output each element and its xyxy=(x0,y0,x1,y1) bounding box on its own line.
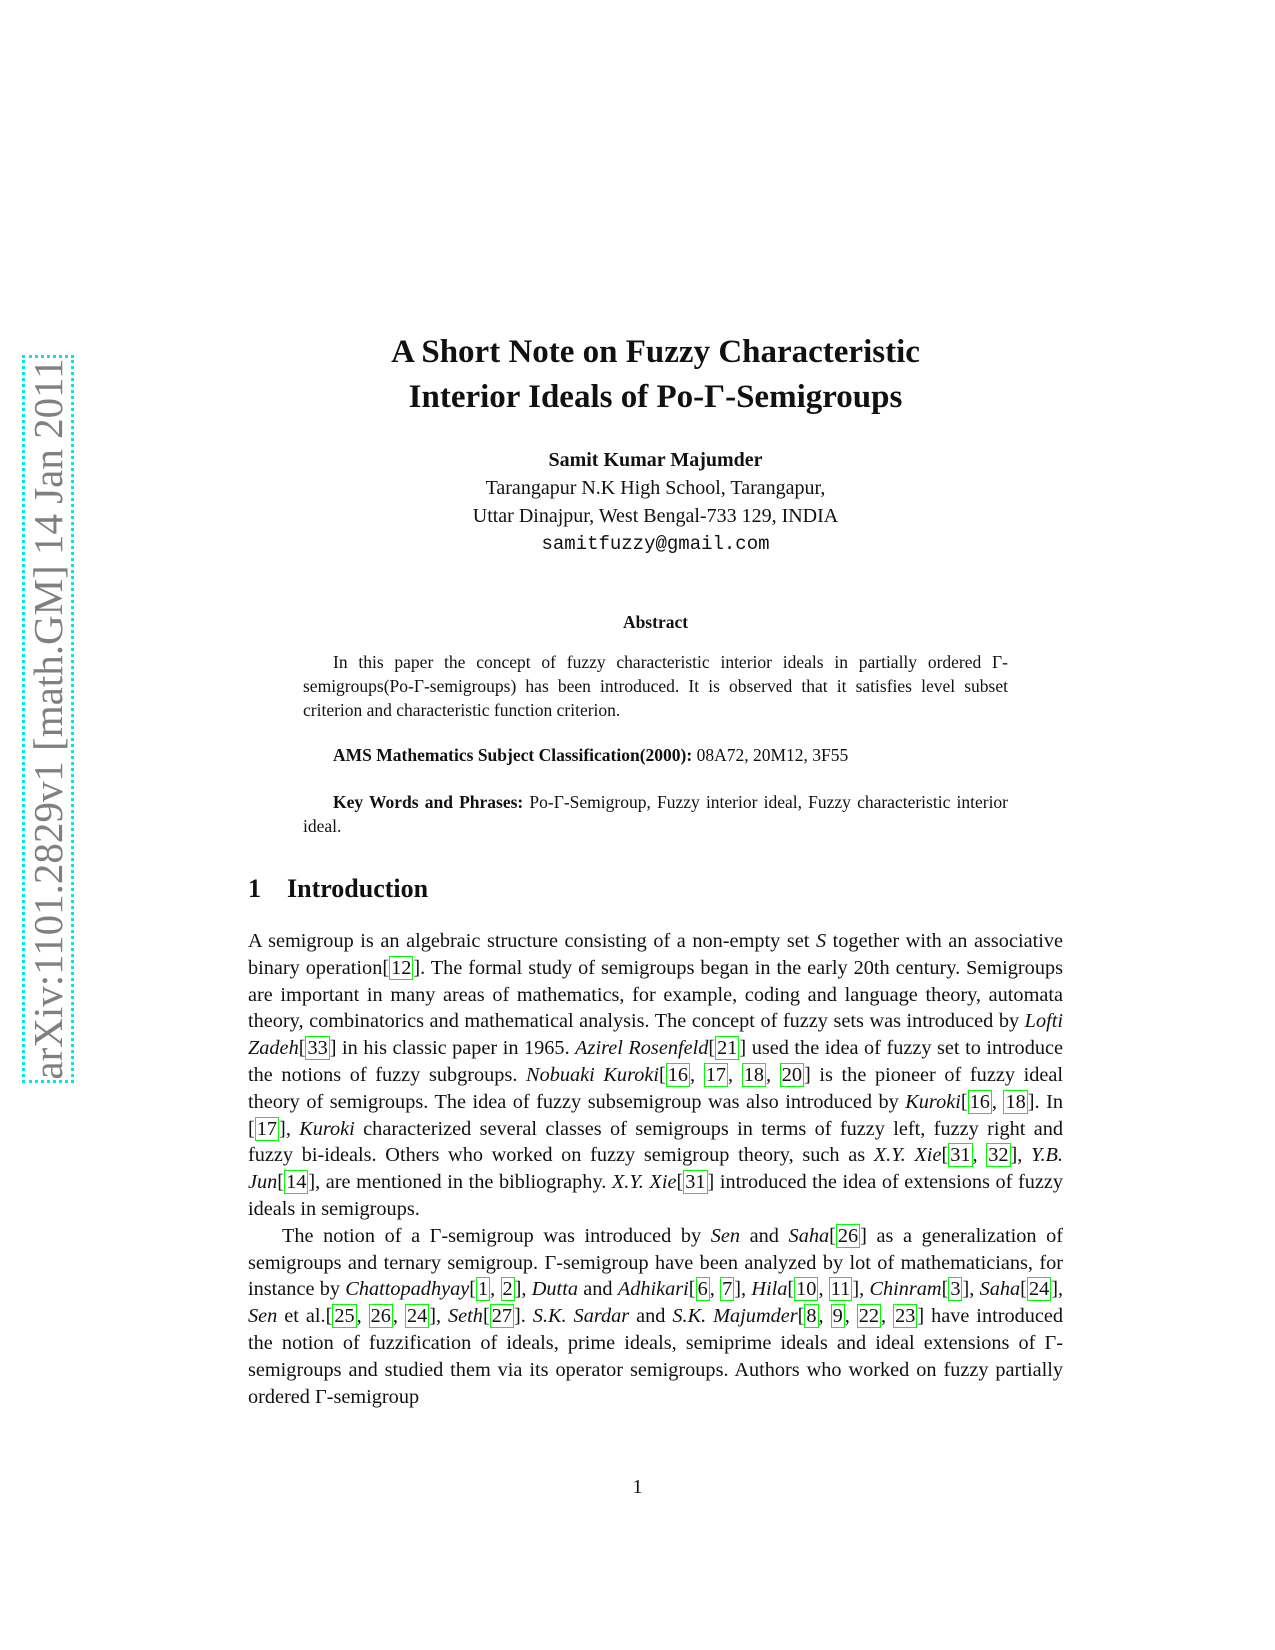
italic-name: Saha xyxy=(979,1278,1021,1301)
text-run: , are mentioned in the bibliography. xyxy=(315,1171,612,1194)
italic-name: Azirel Rosenfeld xyxy=(575,1037,709,1060)
italic-name: Sen xyxy=(710,1224,741,1247)
italic-name: Hila xyxy=(751,1278,788,1301)
citation-link[interactable]: 6 xyxy=(697,1278,708,1301)
section-title: Introduction xyxy=(287,874,429,903)
ams-value: 08A72, 20M12, 3F55 xyxy=(692,745,849,765)
text-run: as a generalization of semigroups and ternary semigroup. Γ-semigroup have been analyzed by lot of mathematicians, for instance by xyxy=(248,1224,1063,1301)
author-affiliation: Tarangapur N.K High School, Tarangapur, xyxy=(485,477,826,499)
citation-link[interactable]: 17 xyxy=(705,1063,727,1086)
citation-link[interactable]: 33 xyxy=(307,1037,328,1060)
text-run: and xyxy=(629,1305,673,1328)
paper-title xyxy=(248,330,1063,420)
page-number: 1 xyxy=(632,1476,643,1498)
italic-name: Sen xyxy=(248,1305,278,1328)
abstract-heading: Abstract xyxy=(622,612,689,632)
ams-label: AMS Mathematics Subject Classification(2000): xyxy=(333,745,693,765)
citation-link[interactable]: 32 xyxy=(988,1144,1009,1167)
text-run: , xyxy=(969,1278,980,1301)
abstract-text: In this paper the concept of fuzzy characteristic interior ideals in partially ordered Γ-semigroups(Po-Γ-semigroups) has been introduced. It is observed that it satisfies level subset criterion and characteristic function criterion. xyxy=(303,652,1008,720)
text-run: , xyxy=(859,1278,870,1301)
text-run: in his classic paper in 1965. xyxy=(336,1037,576,1060)
author-name: Samit Kumar Majumder xyxy=(548,449,763,471)
citation-link[interactable]: 7 xyxy=(722,1278,733,1301)
title-line: A Short Note on Fuzzy Characteristic xyxy=(391,334,920,370)
keywords-label: Key Words and Phrases: xyxy=(333,792,524,812)
text-run: et al. xyxy=(277,1305,326,1328)
citation-link[interactable]: 10 xyxy=(796,1278,817,1301)
paragraph: A semigroup is an algebraic structure consisting of a non-empty set S together with an associative binary operation[12]. The formal study of semigroups began in the early 20th century. Semigroups are important in many areas of mathematics, for example, coding and language theory, automata theory, combinatorics and mathematical analysis. The concept of fuzzy sets was introduced by Lofti Zadeh[33] in his classic paper in 1965. Azirel Rosenfeld[21] used the idea of fuzzy set to introduce the notions of fuzzy subgroups. Nobuaki Kuroki[16, 17, 18, 20] is the pioneer of fuzzy ideal theory of semigroups. The idea of fuzzy subsemigroup was also introduced by Kuroki[16, 18]. In [17], Kuroki characterized several classes of semigroups in terms of fuzzy left, fuzzy right and fuzzy bi-ideals. Others who worked on fuzzy semigroup theory, such as X.Y. Xie[31, 32], Y.B. Jun[14], are mentioned in the bibliography. X.Y. Xie[31] introduced the idea of extensions of fuzzy ideals in semigroups. xyxy=(248,930,1064,1220)
italic-name: Chattopadhyay xyxy=(345,1278,470,1301)
text-run: , xyxy=(521,1278,532,1301)
text-run: characterized several classes of semigroups in terms of fuzzy left, fuzzy right and fuzzy bi-ideals. Others who worked on fuzzy semigroup theory, such as xyxy=(248,1117,1063,1167)
text-run: . In xyxy=(1034,1090,1064,1113)
italic-name: Nobuaki Kuroki xyxy=(526,1063,659,1086)
text-run: and xyxy=(577,1278,618,1301)
text-run: and xyxy=(740,1224,789,1247)
section-number: 1 xyxy=(248,874,261,903)
citation-link[interactable]: 27 xyxy=(491,1305,512,1328)
author-block xyxy=(248,446,1063,558)
text-run: , xyxy=(1057,1278,1064,1301)
italic-name: Adhikari xyxy=(617,1278,689,1301)
citation-link[interactable]: 12 xyxy=(391,956,412,979)
citation-link[interactable]: 24 xyxy=(406,1305,428,1328)
citation-link[interactable]: 16 xyxy=(667,1063,689,1086)
citation-link[interactable]: 16 xyxy=(969,1090,990,1113)
citation-link[interactable]: 26 xyxy=(837,1224,859,1247)
citation-link[interactable]: 9 xyxy=(832,1305,843,1328)
text-run: . xyxy=(520,1305,533,1328)
italic-name: S xyxy=(815,930,827,952)
italic-name: S.K. Majumder xyxy=(672,1305,798,1328)
citation-link[interactable]: 22 xyxy=(858,1305,880,1328)
text-run: used the idea of fuzzy set to introduce the notions of fuzzy subgroups. xyxy=(248,1037,1063,1086)
citation-link[interactable]: 11 xyxy=(830,1278,851,1301)
author-affiliation: Uttar Dinajpur, West Bengal-733 129, INDIA xyxy=(472,505,839,527)
text-run: together with an associative binary operation xyxy=(248,930,1063,979)
author-email: samitfuzzy@gmail.com xyxy=(541,533,770,555)
text-run: A semigroup is an algebraic structure consisting of a non-empty set xyxy=(248,930,816,952)
citation-link[interactable]: 17 xyxy=(256,1117,278,1140)
italic-name: Kuroki xyxy=(299,1117,355,1140)
keywords xyxy=(303,790,1008,838)
arxiv-id: arXiv:1101.2829v1 [math.GM] 14 Jan 2011 xyxy=(25,358,71,1080)
body-text xyxy=(248,928,1063,1410)
italic-name: X.Y. Xie xyxy=(611,1171,677,1194)
italic-name: Dutta xyxy=(531,1278,578,1301)
italic-name: S.K. Sardar xyxy=(532,1305,630,1328)
italic-name: Y.B. Jun xyxy=(248,1144,1063,1194)
citation-link[interactable]: 31 xyxy=(685,1171,706,1194)
citation-link[interactable]: 24 xyxy=(1028,1278,1050,1301)
citation-link[interactable]: 25 xyxy=(334,1305,355,1328)
citation-link[interactable]: 14 xyxy=(286,1171,307,1194)
italic-name: Chinram xyxy=(869,1278,942,1301)
citation-link[interactable]: 26 xyxy=(370,1305,391,1328)
citation-link[interactable]: 8 xyxy=(806,1305,817,1328)
section-heading xyxy=(248,874,428,904)
italic-name: Seth xyxy=(448,1305,483,1328)
citation-link[interactable]: 31 xyxy=(950,1144,971,1167)
citation-link[interactable]: 18 xyxy=(1005,1090,1026,1113)
text-run: The notion of a Γ-semigroup was introduced by xyxy=(282,1224,711,1247)
italic-name: Saha xyxy=(788,1224,830,1247)
text-run: , xyxy=(436,1305,449,1328)
text-run: have introduced the notion of fuzzification of ideals, prime ideals, semiprime ideals and ideal extensions of Γ-semigroups and studied them via its operator semigroups. Authors who worked on fuzzy partially ordered Γ-semigroup xyxy=(248,1305,1064,1408)
italic-name: Kuroki xyxy=(905,1090,961,1113)
citation-link[interactable]: 21 xyxy=(717,1037,738,1060)
italic-name: X.Y. Xie xyxy=(873,1144,942,1167)
arxiv-stamp xyxy=(22,355,74,1083)
citation-link[interactable]: 3 xyxy=(950,1278,961,1301)
ams-classification xyxy=(303,743,1008,767)
text-run: . The formal study of semigroups began in the early 20th century. Semigroups are important in many areas of mathematics, for example, coding and language theory, automata theory, combinatorics and mathematical analysis. The concept of fuzzy sets was introduced by xyxy=(248,956,1063,1033)
text-run: , xyxy=(740,1278,752,1301)
citation-link[interactable]: 23 xyxy=(895,1305,916,1328)
citation-link[interactable]: 1 xyxy=(478,1278,489,1301)
keywords-value: Po-Γ-Semigroup, Fuzzy interior ideal, Fuzzy characteristic interior ideal. xyxy=(303,792,1009,836)
text-run: is the pioneer of fuzzy ideal theory of semigroups. The idea of fuzzy subsemigroup was also introduced by xyxy=(248,1063,1064,1113)
citation-link[interactable]: 18 xyxy=(743,1063,765,1086)
text-run: introduced the idea of extensions of fuzzy ideals in semigroups. xyxy=(248,1171,1064,1220)
text-run: , xyxy=(1017,1144,1032,1167)
citation-link[interactable]: 2 xyxy=(502,1278,513,1301)
paragraph: The notion of a Γ-semigroup was introduced by Sen and Saha[26] as a generalization of semigroups and ternary semigroup. Γ-semigroup have been analyzed by lot of mathematicians, for instance by Chattopadhyay[1, 2], Dutta and Adhikari[6, 7], Hila[10, 11], Chinram[3], Saha[24], Sen et al.[25, 26, 24], Seth[27]. S.K. Sardar and S.K. Majumder[8, 9, 22, 23] have introduced the notion of fuzzification of ideals, prime ideals, semiprime ideals and ideal extensions of Γ-semigroups and studied them via its operator semigroups. Authors who worked on fuzzy partially ordered Γ-semigroup xyxy=(248,1224,1064,1408)
text-run: , xyxy=(285,1117,300,1140)
title-line: Interior Ideals of Po-Γ-Semigroups xyxy=(408,379,903,415)
citation-link[interactable]: 20 xyxy=(781,1063,802,1086)
italic-name: Lofti Zadeh xyxy=(248,1010,1063,1060)
